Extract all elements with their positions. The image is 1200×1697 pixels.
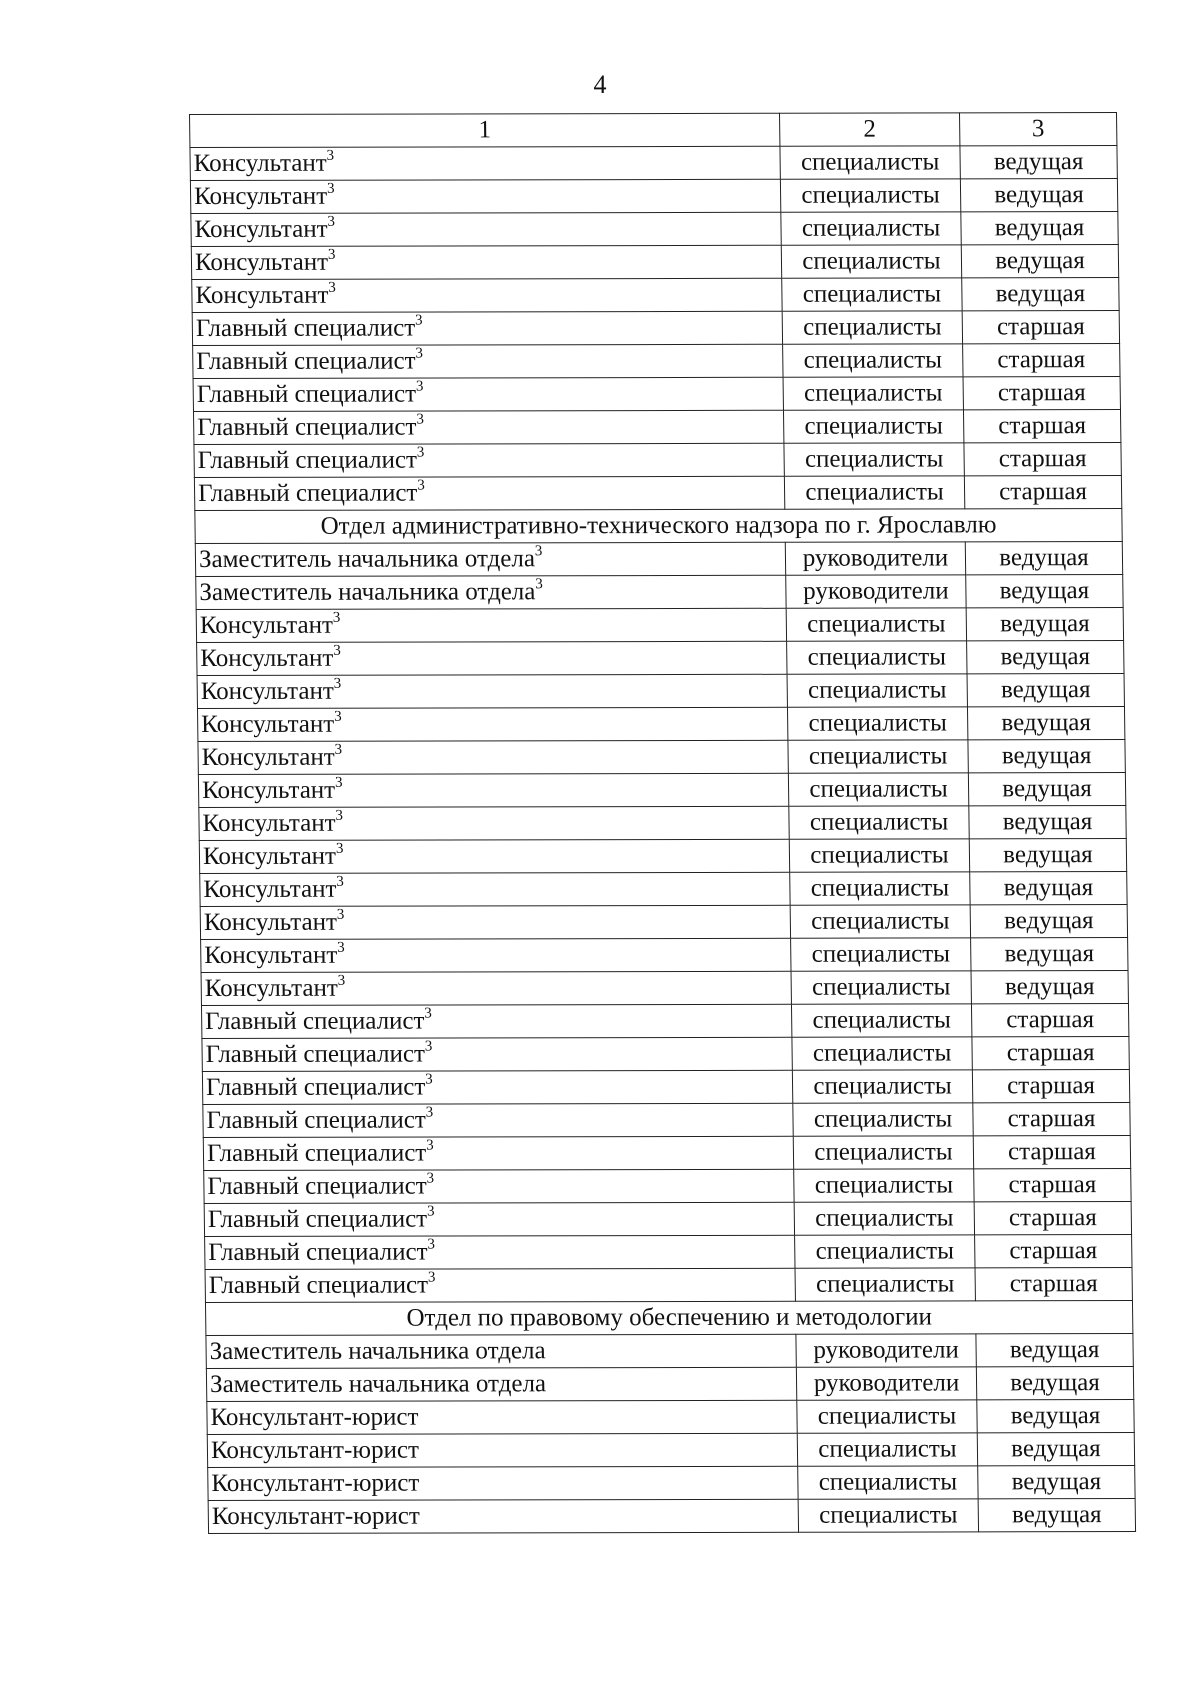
group-cell: ведущая [970, 872, 1127, 905]
position-cell [201, 971, 791, 1005]
category-cell: руководители [786, 575, 966, 608]
group-cell: ведущая [966, 575, 1123, 608]
position-cell [191, 245, 781, 279]
position-title: Консультант [200, 644, 334, 672]
position-cell [207, 1433, 797, 1467]
group-cell: ведущая [966, 608, 1123, 641]
category-cell: специалисты [782, 278, 962, 311]
position-title: Консультант [201, 710, 335, 738]
footnote-marker: 3 [334, 774, 343, 791]
table-row [198, 773, 1125, 808]
position-title: Консультант [195, 281, 329, 309]
position-title: Главный специалист [207, 1172, 427, 1200]
table-row [201, 938, 1128, 973]
position-cell [196, 575, 786, 609]
position-cell [208, 1466, 798, 1500]
footnote-marker: 3 [426, 1170, 435, 1187]
group-cell: старшая [972, 1037, 1129, 1070]
position-title: Главный специалист [205, 1007, 425, 1035]
position-title: Консультант [202, 842, 337, 870]
category-cell: специалисты [798, 1499, 978, 1532]
footnote-marker: 3 [415, 345, 424, 362]
footnote-marker: 3 [327, 246, 336, 263]
position-cell [199, 806, 789, 840]
table-row [196, 608, 1123, 643]
footnote-marker: 3 [332, 609, 341, 626]
group-cell: старшая [974, 1202, 1131, 1235]
position-cell [203, 1136, 793, 1170]
group-cell: ведущая [977, 1400, 1134, 1433]
table-row [204, 1202, 1131, 1237]
table-row [198, 740, 1125, 775]
table-row [201, 971, 1128, 1006]
staff-positions-table [189, 112, 1136, 1534]
table-row [190, 179, 1117, 214]
position-cell [193, 344, 783, 378]
position-cell [201, 1004, 791, 1038]
position-cell [197, 707, 787, 741]
position-cell [197, 641, 787, 675]
group-cell: ведущая [960, 146, 1117, 179]
category-cell: специалисты [783, 377, 963, 410]
position-title: Заместитель начальника отдела [209, 1337, 546, 1365]
position-title: Консультант-юрист [210, 1403, 419, 1431]
footnote-marker: 3 [326, 147, 335, 164]
table-row [208, 1499, 1135, 1534]
table-body [190, 113, 1136, 1534]
group-cell: ведущая [976, 1367, 1133, 1400]
category-cell: специалисты [789, 839, 969, 872]
position-title: Заместитель начальника отдела [198, 545, 536, 573]
table-row [191, 245, 1118, 280]
category-cell: специалисты [791, 938, 971, 971]
category-cell: специалисты [797, 1433, 977, 1466]
position-title: Главный специалист [206, 1106, 426, 1134]
category-cell: специалисты [792, 1037, 972, 1070]
position-title: Главный специалист [205, 1073, 426, 1101]
position-cell [191, 212, 781, 246]
category-cell: специалисты [781, 245, 961, 278]
category-cell: руководители [796, 1334, 976, 1367]
group-cell: ведущая [968, 740, 1125, 773]
table-row [194, 443, 1121, 478]
position-title: Заместитель начальника отдела [209, 1370, 547, 1398]
position-cell [194, 476, 784, 510]
footnote-marker: 3 [328, 279, 336, 296]
position-title: Главный специалист [197, 446, 418, 474]
position-title: Главный специалист [196, 347, 416, 375]
position-title: Заместитель начальника отдела [199, 578, 536, 606]
table-row [195, 542, 1122, 577]
column-header-3: 3 [959, 113, 1116, 146]
table-row [202, 1070, 1129, 1105]
group-cell: старшая [972, 1070, 1129, 1103]
position-title: Главный специалист [195, 314, 416, 342]
group-cell: ведущая [960, 179, 1117, 212]
category-cell: специалисты [789, 806, 969, 839]
category-cell: специалисты [783, 410, 963, 443]
table-row [201, 1004, 1128, 1039]
position-title: Консультант-юрист [211, 1502, 420, 1530]
section-title: Отдел административно-технического надзора по г. Ярославлю [195, 509, 1122, 544]
category-cell: специалисты [797, 1400, 977, 1433]
footnote-marker: 3 [415, 378, 424, 395]
group-cell: ведущая [971, 938, 1128, 971]
position-cell [203, 1103, 793, 1137]
position-title: Консультант [193, 149, 327, 177]
table-row [193, 377, 1120, 412]
footnote-marker: 3 [414, 312, 423, 329]
table-row [199, 806, 1126, 841]
category-cell: специалисты [788, 740, 968, 773]
footnote-marker: 3 [333, 675, 342, 692]
group-cell: ведущая [967, 641, 1124, 674]
category-cell: специалисты [783, 344, 963, 377]
category-cell: специалисты [784, 476, 964, 509]
position-cell [194, 443, 784, 477]
group-cell: ведущая [962, 278, 1119, 311]
position-cell [192, 311, 782, 345]
table-header-row [190, 113, 1117, 148]
position-cell [205, 1235, 795, 1269]
section-heading-row [205, 1301, 1132, 1336]
group-cell: ведущая [967, 674, 1124, 707]
position-title: Консультант [194, 248, 329, 276]
position-title: Главный специалист [207, 1205, 428, 1233]
position-cell [195, 542, 785, 576]
table-row [208, 1466, 1135, 1501]
table-row [205, 1235, 1132, 1270]
category-cell: руководители [796, 1367, 976, 1400]
table-row [200, 872, 1127, 907]
category-cell: специалисты [790, 905, 970, 938]
position-cell [208, 1499, 798, 1533]
group-cell: старшая [973, 1136, 1130, 1169]
footnote-marker: 3 [327, 213, 336, 230]
category-cell: специалисты [787, 674, 967, 707]
table-row [190, 146, 1117, 181]
footnote-marker: 3 [424, 1005, 432, 1022]
footnote-marker: 3 [427, 1236, 436, 1253]
table-row [193, 344, 1120, 379]
footnote-marker: 3 [426, 1203, 435, 1220]
group-cell: ведущая [968, 773, 1125, 806]
group-cell: ведущая [978, 1499, 1135, 1532]
position-cell [198, 773, 788, 807]
table-row [199, 839, 1126, 874]
group-cell: старшая [963, 410, 1120, 443]
group-cell: ведущая [969, 839, 1126, 872]
group-cell: старшая [975, 1235, 1132, 1268]
category-cell: специалисты [791, 971, 971, 1004]
position-cell [204, 1169, 794, 1203]
footnote-marker: 3 [416, 411, 424, 428]
group-cell: старшая [975, 1268, 1132, 1301]
table-row [205, 1268, 1132, 1303]
group-cell: ведущая [969, 806, 1126, 839]
footnote-marker: 3 [416, 444, 425, 461]
position-title: Главный специалист [208, 1271, 429, 1299]
position-cell [196, 608, 786, 642]
footnote-marker: 3 [337, 939, 345, 956]
position-title: Консультант [201, 743, 335, 771]
category-cell: специалисты [793, 1103, 973, 1136]
group-cell: ведущая [978, 1466, 1135, 1499]
position-cell [193, 410, 783, 444]
table-row [204, 1169, 1131, 1204]
group-cell: ведущая [977, 1433, 1134, 1466]
table-row [206, 1367, 1133, 1402]
footnote-marker: 3 [334, 741, 343, 758]
position-cell [197, 674, 787, 708]
position-title: Главный специалист [206, 1139, 427, 1167]
position-cell [193, 377, 783, 411]
footnote-marker: 3 [334, 708, 342, 725]
table-row [191, 212, 1118, 247]
footnote-marker: 3 [425, 1071, 433, 1088]
position-title: Главный специалист [197, 413, 417, 441]
position-cell [202, 1070, 792, 1104]
position-title: Консультант-юрист [210, 1436, 420, 1464]
position-cell [206, 1367, 796, 1401]
table-row [194, 476, 1121, 511]
group-cell: старшая [963, 344, 1120, 377]
footnote-marker: 3 [417, 477, 425, 494]
footnote-marker: 3 [336, 906, 345, 923]
position-title: Консультант [204, 974, 338, 1002]
category-cell: специалисты [780, 179, 960, 212]
category-cell: специалисты [786, 608, 966, 641]
table-row [203, 1103, 1130, 1138]
section-heading-row [195, 509, 1122, 544]
footnote-marker: 3 [335, 840, 344, 857]
position-title: Консультант [204, 941, 338, 969]
category-cell: специалисты [792, 1070, 972, 1103]
page-number: 4 [593, 70, 607, 99]
category-cell: специалисты [795, 1268, 975, 1301]
group-cell: ведущая [970, 905, 1127, 938]
position-title: Консультант [203, 908, 338, 936]
position-title: Консультант [199, 611, 334, 639]
group-cell: ведущая [967, 707, 1124, 740]
position-title: Консультант [201, 776, 336, 804]
position-cell [204, 1202, 794, 1236]
table-row [193, 410, 1120, 445]
footnote-marker: 3 [336, 873, 344, 890]
category-cell: специалисты [788, 773, 968, 806]
footnote-marker: 3 [426, 1137, 434, 1154]
position-cell [201, 938, 791, 972]
category-cell: специалисты [793, 1136, 973, 1169]
category-cell: специалисты [794, 1169, 974, 1202]
position-cell [190, 146, 780, 180]
group-cell: ведущая [961, 245, 1118, 278]
group-cell: ведущая [976, 1334, 1133, 1367]
group-cell: ведущая [965, 542, 1122, 575]
table-row [207, 1433, 1134, 1468]
group-cell: старшая [962, 311, 1119, 344]
footnote-marker: 3 [535, 575, 543, 592]
table-row [196, 575, 1123, 610]
group-cell: старшая [964, 476, 1121, 509]
group-cell: старшая [971, 1004, 1128, 1037]
category-cell: специалисты [787, 707, 967, 740]
position-title: Главный специалист [208, 1238, 428, 1266]
group-cell: старшая [964, 443, 1121, 476]
group-cell: старшая [974, 1169, 1131, 1202]
section-title: Отдел по правовому обеспечению и методологии [205, 1301, 1132, 1336]
position-title: Главный специалист [197, 479, 418, 507]
category-cell: специалисты [784, 443, 964, 476]
position-title: Консультант [200, 677, 334, 705]
position-title: Главный специалист [205, 1040, 426, 1068]
table-row [197, 641, 1124, 676]
position-cell [200, 872, 790, 906]
position-title: Консультант-юрист [211, 1469, 420, 1497]
position-cell [205, 1268, 795, 1302]
category-cell: специалисты [791, 1004, 971, 1037]
category-cell: специалисты [782, 311, 962, 344]
category-cell: специалисты [798, 1466, 978, 1499]
position-cell [200, 905, 790, 939]
footnote-marker: 3 [427, 1269, 436, 1286]
footnote-marker: 3 [335, 807, 344, 824]
footnote-marker: 3 [534, 542, 543, 559]
table-row [207, 1400, 1134, 1435]
group-cell: ведущая [971, 971, 1128, 1004]
position-title: Консультант [203, 875, 337, 903]
position-cell [199, 839, 789, 873]
table-row [192, 278, 1119, 313]
category-cell: специалисты [780, 146, 960, 179]
table-row [192, 311, 1119, 346]
table-row [202, 1037, 1129, 1072]
footnote-marker: 3 [425, 1104, 434, 1121]
footnote-marker: 3 [333, 642, 341, 659]
category-cell: руководители [785, 542, 965, 575]
position-cell [206, 1334, 796, 1368]
position-title: Консультант [193, 182, 328, 210]
category-cell: специалисты [794, 1202, 974, 1235]
table-row [203, 1136, 1130, 1171]
position-title: Консультант [202, 809, 336, 837]
position-cell [190, 179, 780, 213]
category-cell: специалисты [795, 1235, 975, 1268]
position-cell [192, 278, 782, 312]
table-row [200, 905, 1127, 940]
position-cell [202, 1037, 792, 1071]
column-header-2: 2 [779, 113, 959, 146]
position-cell [207, 1400, 797, 1434]
column-header-1: 1 [190, 113, 780, 147]
category-cell: специалисты [787, 641, 967, 674]
group-cell: старшая [963, 377, 1120, 410]
position-title: Консультант [194, 215, 328, 243]
category-cell: специалисты [781, 212, 961, 245]
category-cell: специалисты [790, 872, 970, 905]
table-row [197, 674, 1124, 709]
group-cell: старшая [973, 1103, 1130, 1136]
footnote-marker: 3 [337, 972, 346, 989]
footnote-marker: 3 [326, 180, 335, 197]
footnote-marker: 3 [424, 1038, 433, 1055]
position-title: Главный специалист [196, 380, 417, 408]
position-cell [198, 740, 788, 774]
table-row [206, 1334, 1133, 1369]
table-row [197, 707, 1124, 742]
group-cell: ведущая [961, 212, 1118, 245]
